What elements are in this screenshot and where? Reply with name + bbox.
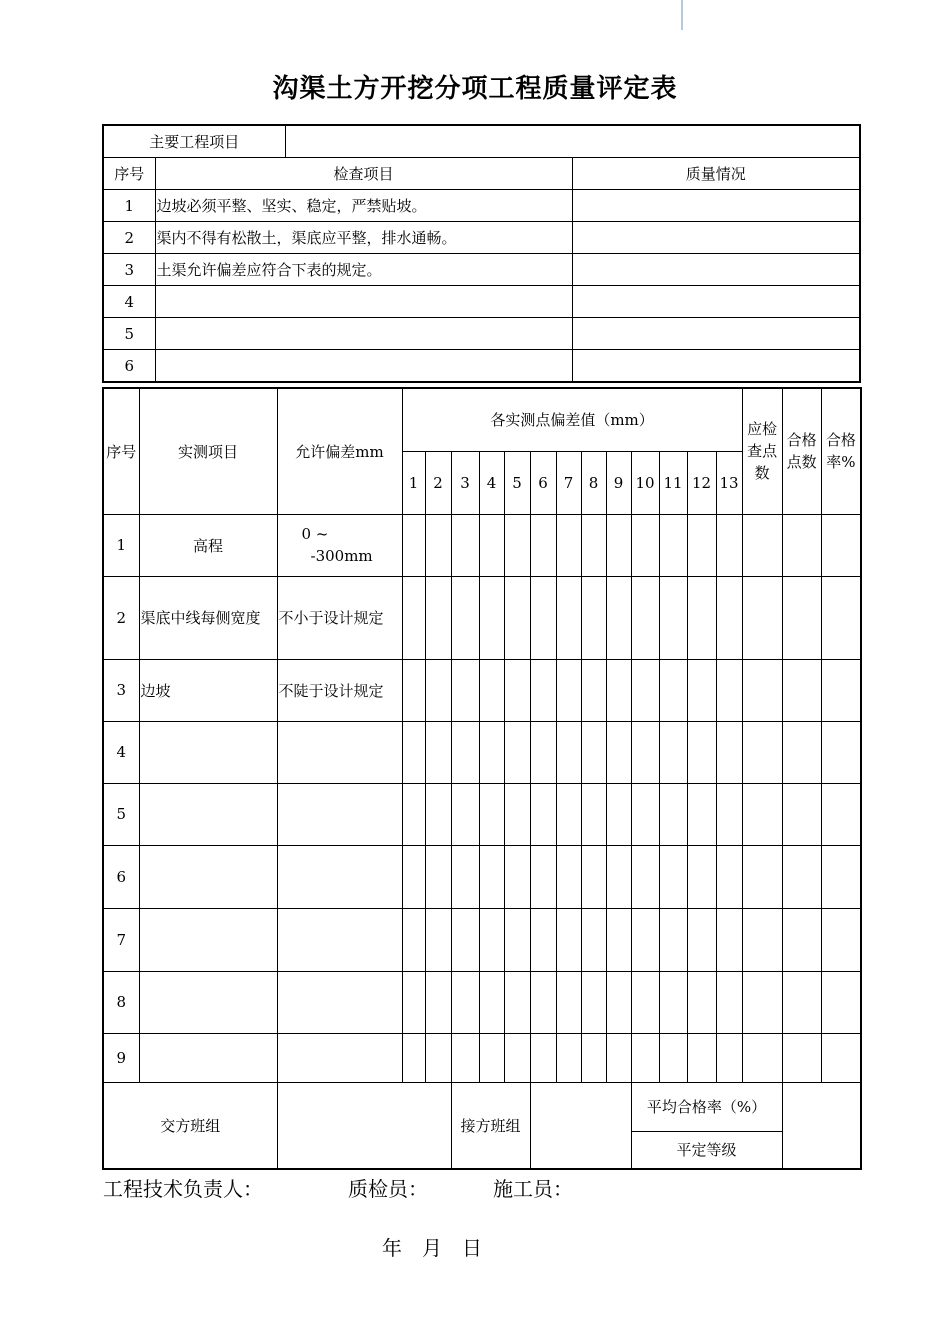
deviation-cell[interactable]	[425, 971, 451, 1033]
point-number: 13	[716, 451, 742, 514]
deviation-cell[interactable]	[581, 576, 606, 659]
deviation-cell[interactable]	[556, 908, 581, 971]
row-quality[interactable]	[572, 318, 860, 350]
row-measure-item[interactable]	[139, 908, 277, 971]
deviation-cell[interactable]	[687, 845, 716, 908]
row-seq: 2	[103, 576, 139, 659]
deviation-cell[interactable]	[659, 576, 687, 659]
row-seq: 3	[103, 254, 155, 286]
pass-points-cell[interactable]	[782, 908, 821, 971]
check-points-cell[interactable]	[742, 576, 782, 659]
deviation-cell[interactable]	[606, 971, 631, 1033]
point-number: 12	[687, 451, 716, 514]
row-seq: 7	[103, 908, 139, 971]
row-quality[interactable]	[572, 350, 860, 383]
point-number: 3	[451, 451, 479, 514]
pass-rate-cell[interactable]	[821, 971, 861, 1033]
pass-points-cell[interactable]	[782, 1033, 821, 1082]
row-tolerance	[277, 514, 402, 576]
header-quality: 质量情况	[572, 158, 860, 190]
deviation-cell[interactable]	[530, 845, 556, 908]
row-seq: 6	[103, 845, 139, 908]
row-seq: 5	[103, 783, 139, 845]
row-tolerance[interactable]	[277, 783, 402, 845]
check-points-cell[interactable]	[742, 908, 782, 971]
deviation-cell[interactable]	[504, 1033, 530, 1082]
pass-rate-cell[interactable]	[821, 783, 861, 845]
deviation-cell[interactable]	[451, 845, 479, 908]
avg-pass-rate-value[interactable]	[782, 1082, 861, 1169]
header-seq: 序号	[103, 158, 155, 190]
deviation-cell[interactable]	[659, 845, 687, 908]
deviation-cell[interactable]	[402, 721, 425, 783]
table-row	[103, 190, 860, 222]
pass-points-cell[interactable]	[782, 971, 821, 1033]
deviation-cell[interactable]	[402, 659, 425, 721]
row-seq: 8	[103, 971, 139, 1033]
table-row	[103, 254, 860, 286]
deviation-cell[interactable]	[556, 971, 581, 1033]
deviation-cell[interactable]	[659, 721, 687, 783]
check-points-cell[interactable]	[742, 783, 782, 845]
deviation-cell[interactable]	[556, 514, 581, 576]
row-tolerance[interactable]	[277, 1033, 402, 1082]
deviation-cell[interactable]	[687, 971, 716, 1033]
header-check-points: 应检查点数	[742, 388, 782, 514]
point-number: 4	[479, 451, 504, 514]
tolerance-line: 0 ~	[301, 525, 329, 543]
check-points-cell[interactable]	[742, 514, 782, 576]
deviation-cell[interactable]	[479, 659, 504, 721]
point-number: 5	[504, 451, 530, 514]
deviation-cell[interactable]	[530, 783, 556, 845]
main-project-label: 主要工程项目	[103, 125, 285, 158]
deviation-cell[interactable]	[581, 721, 606, 783]
tolerance-line: -300mm	[310, 547, 373, 565]
deviation-cell[interactable]	[425, 908, 451, 971]
signature-line	[103, 1173, 573, 1202]
deviation-cell[interactable]	[631, 576, 659, 659]
deviation-cell[interactable]	[451, 721, 479, 783]
table-row	[103, 350, 860, 383]
deviation-cell[interactable]	[581, 659, 606, 721]
deviation-cell[interactable]	[716, 514, 742, 576]
row-quality[interactable]	[572, 222, 860, 254]
deviation-cell[interactable]	[451, 908, 479, 971]
check-points-cell[interactable]	[742, 1033, 782, 1082]
deviation-cell[interactable]	[402, 845, 425, 908]
deviation-cell[interactable]	[504, 514, 530, 576]
deviation-cell[interactable]	[402, 971, 425, 1033]
deviation-cell[interactable]	[402, 783, 425, 845]
measurement-table	[102, 387, 862, 1170]
pass-points-cell[interactable]	[782, 721, 821, 783]
check-points-cell[interactable]	[742, 971, 782, 1033]
pass-rate-cell[interactable]	[821, 576, 861, 659]
deviation-cell[interactable]	[659, 971, 687, 1033]
deviation-cell[interactable]	[631, 659, 659, 721]
pass-rate-cell[interactable]	[821, 908, 861, 971]
deviation-cell[interactable]	[425, 576, 451, 659]
deviation-cell[interactable]	[716, 1033, 742, 1082]
row-seq: 4	[103, 721, 139, 783]
row-quality[interactable]	[572, 254, 860, 286]
deviation-cell[interactable]	[631, 1033, 659, 1082]
deviation-cell[interactable]	[504, 845, 530, 908]
pass-points-cell[interactable]	[782, 659, 821, 721]
deviation-cell[interactable]	[659, 783, 687, 845]
table-row	[103, 318, 860, 350]
deviation-cell[interactable]	[425, 845, 451, 908]
row-check-item: 边坡必须平整、坚实、稳定，严禁贴坡。	[155, 190, 572, 222]
deviation-cell[interactable]	[402, 1033, 425, 1082]
row-measure-item[interactable]	[139, 845, 277, 908]
deviation-cell[interactable]	[606, 845, 631, 908]
row-measure-item: 高程	[139, 514, 277, 576]
deviation-cell[interactable]	[402, 908, 425, 971]
deviation-cell[interactable]	[530, 514, 556, 576]
deviation-cell[interactable]	[530, 721, 556, 783]
row-check-item: 渠内不得有松散土，渠底应平整，排水通畅。	[155, 222, 572, 254]
table-row	[103, 845, 861, 908]
row-tolerance: 不陡于设计规定	[277, 659, 402, 721]
deviation-cell[interactable]	[581, 908, 606, 971]
deviation-cell[interactable]	[530, 908, 556, 971]
deviation-cell[interactable]	[556, 576, 581, 659]
deviation-cell[interactable]	[479, 1033, 504, 1082]
deviation-cell[interactable]	[402, 576, 425, 659]
deviation-cell[interactable]	[425, 514, 451, 576]
point-number: 10	[631, 451, 659, 514]
inspection-table	[102, 124, 861, 383]
point-number: 11	[659, 451, 687, 514]
header-tolerance: 允许偏差mm	[277, 388, 402, 514]
deviation-cell[interactable]	[606, 1033, 631, 1082]
deviation-cell[interactable]	[606, 659, 631, 721]
deviation-cell[interactable]	[530, 576, 556, 659]
deviation-cell[interactable]	[425, 1033, 451, 1082]
deviation-cell[interactable]	[479, 576, 504, 659]
deviation-cell[interactable]	[687, 514, 716, 576]
table-row	[103, 971, 861, 1033]
deviation-cell[interactable]	[659, 659, 687, 721]
deviation-cell[interactable]	[451, 514, 479, 576]
deviation-cell[interactable]	[556, 783, 581, 845]
row-measure-item[interactable]	[139, 1033, 277, 1082]
check-points-cell[interactable]	[742, 659, 782, 721]
deviation-cell[interactable]	[631, 908, 659, 971]
deviation-cell[interactable]	[504, 908, 530, 971]
row-seq: 1	[103, 514, 139, 576]
inspector-label: 质检员：	[348, 1177, 428, 1201]
deviation-cell[interactable]	[504, 971, 530, 1033]
deviation-cell[interactable]	[451, 971, 479, 1033]
row-measure-item[interactable]	[139, 783, 277, 845]
header-deviation: 各实测点偏差值（mm）	[402, 388, 742, 451]
deviation-cell[interactable]	[606, 783, 631, 845]
deviation-cell[interactable]	[687, 721, 716, 783]
table-row	[103, 222, 860, 254]
row-measure-item: 渠底中线每侧宽度	[139, 576, 277, 659]
header-check-item: 检查项目	[155, 158, 572, 190]
deviation-cell[interactable]	[581, 1033, 606, 1082]
deviation-cell[interactable]	[479, 514, 504, 576]
check-points-cell[interactable]	[742, 721, 782, 783]
deviation-cell[interactable]	[479, 721, 504, 783]
row-tolerance[interactable]	[277, 721, 402, 783]
deviation-cell[interactable]	[631, 783, 659, 845]
deviation-cell[interactable]	[451, 1033, 479, 1082]
deviation-cell[interactable]	[659, 908, 687, 971]
pass-points-cell[interactable]	[782, 514, 821, 576]
row-seq: 5	[103, 318, 155, 350]
handover-team-value[interactable]	[277, 1082, 451, 1169]
grade-label: 平定等级	[631, 1131, 782, 1169]
row-check-item[interactable]	[155, 318, 572, 350]
deviation-cell[interactable]	[716, 721, 742, 783]
deviation-cell[interactable]	[530, 659, 556, 721]
deviation-cell[interactable]	[606, 514, 631, 576]
deviation-cell[interactable]	[716, 576, 742, 659]
deviation-cell[interactable]	[556, 845, 581, 908]
deviation-cell[interactable]	[687, 783, 716, 845]
deviation-cell[interactable]	[687, 659, 716, 721]
row-seq: 4	[103, 286, 155, 318]
deviation-cell[interactable]	[556, 1033, 581, 1082]
deviation-cell[interactable]	[581, 845, 606, 908]
point-number: 7	[556, 451, 581, 514]
row-measure-item[interactable]	[139, 721, 277, 783]
inspection-header-row	[103, 158, 860, 190]
row-seq: 6	[103, 350, 155, 383]
point-number: 6	[530, 451, 556, 514]
pass-rate-cell[interactable]	[821, 514, 861, 576]
page-title: 沟渠土方开挖分项工程质量评定表	[272, 74, 678, 104]
deviation-cell[interactable]	[425, 659, 451, 721]
table-row	[103, 576, 861, 659]
pass-rate-cell[interactable]	[821, 659, 861, 721]
row-tolerance[interactable]	[277, 971, 402, 1033]
deviation-cell[interactable]	[581, 514, 606, 576]
deviation-cell[interactable]	[631, 514, 659, 576]
header-measure-item: 实测项目	[139, 388, 277, 514]
pass-points-cell[interactable]	[782, 845, 821, 908]
table-row	[103, 514, 861, 576]
table-row	[103, 286, 860, 318]
deviation-cell[interactable]	[631, 845, 659, 908]
deviation-cell[interactable]	[716, 659, 742, 721]
point-number: 8	[581, 451, 606, 514]
deviation-cell[interactable]	[504, 576, 530, 659]
main-project-row	[103, 125, 860, 158]
row-seq: 1	[103, 190, 155, 222]
receiving-team-value[interactable]	[530, 1082, 631, 1169]
deviation-cell[interactable]	[606, 908, 631, 971]
deviation-cell[interactable]	[556, 659, 581, 721]
deviation-cell[interactable]	[504, 721, 530, 783]
pass-rate-cell[interactable]	[821, 1033, 861, 1082]
deviation-cell[interactable]	[687, 576, 716, 659]
deviation-cell[interactable]	[479, 783, 504, 845]
deviation-cell[interactable]	[479, 845, 504, 908]
avg-pass-rate-label: 平均合格率（%）	[631, 1082, 782, 1131]
deviation-cell[interactable]	[530, 1033, 556, 1082]
row-tolerance[interactable]	[277, 908, 402, 971]
table-row	[103, 659, 861, 721]
tech-lead-label: 工程技术负责人：	[103, 1177, 263, 1201]
table-row	[103, 783, 861, 845]
deviation-cell[interactable]	[606, 721, 631, 783]
receiving-team-label: 接方班组	[451, 1082, 530, 1169]
date-line: 年 月 日	[382, 1236, 482, 1260]
deviation-cell[interactable]	[479, 971, 504, 1033]
main-project-value[interactable]	[285, 125, 860, 158]
header-seq: 序号	[103, 388, 139, 514]
pass-points-cell[interactable]	[782, 576, 821, 659]
row-quality[interactable]	[572, 190, 860, 222]
point-number: 2	[425, 451, 451, 514]
deviation-cell[interactable]	[504, 783, 530, 845]
row-tolerance[interactable]	[277, 845, 402, 908]
row-measure-item: 边坡	[139, 659, 277, 721]
row-check-item: 土渠允许偏差应符合下表的规定。	[155, 254, 572, 286]
pass-rate-cell[interactable]	[821, 845, 861, 908]
footer-row-1	[103, 1082, 861, 1131]
deviation-cell[interactable]	[425, 721, 451, 783]
deviation-cell[interactable]	[581, 971, 606, 1033]
pass-points-cell[interactable]	[782, 783, 821, 845]
deviation-cell[interactable]	[659, 1033, 687, 1082]
deviation-cell[interactable]	[687, 1033, 716, 1082]
corner-mark	[681, 0, 683, 30]
row-check-item[interactable]	[155, 350, 572, 383]
row-quality[interactable]	[572, 286, 860, 318]
check-points-cell[interactable]	[742, 845, 782, 908]
header-pass-points: 合格点数	[782, 388, 821, 514]
deviation-cell[interactable]	[716, 845, 742, 908]
deviation-cell[interactable]	[530, 971, 556, 1033]
deviation-cell[interactable]	[659, 514, 687, 576]
row-seq: 2	[103, 222, 155, 254]
deviation-cell[interactable]	[402, 514, 425, 576]
constructor-label: 施工员：	[493, 1177, 573, 1201]
handover-team-label: 交方班组	[103, 1082, 277, 1169]
deviation-cell[interactable]	[581, 783, 606, 845]
deviation-cell[interactable]	[425, 783, 451, 845]
deviation-cell[interactable]	[716, 908, 742, 971]
header-pass-rate: 合格率%	[821, 388, 861, 514]
row-measure-item[interactable]	[139, 971, 277, 1033]
pass-rate-cell[interactable]	[821, 721, 861, 783]
row-check-item[interactable]	[155, 286, 572, 318]
point-number: 9	[606, 451, 631, 514]
deviation-cell[interactable]	[606, 576, 631, 659]
row-seq: 9	[103, 1033, 139, 1082]
table-row	[103, 1033, 861, 1082]
deviation-cell[interactable]	[479, 908, 504, 971]
point-number: 1	[402, 451, 425, 514]
deviation-cell[interactable]	[631, 971, 659, 1033]
deviation-cell[interactable]	[451, 576, 479, 659]
deviation-cell[interactable]	[716, 783, 742, 845]
row-tolerance: 不小于设计规定	[277, 576, 402, 659]
deviation-cell[interactable]	[631, 721, 659, 783]
deviation-cell[interactable]	[687, 908, 716, 971]
table-row	[103, 721, 861, 783]
measure-header-row	[103, 388, 861, 451]
deviation-cell[interactable]	[451, 659, 479, 721]
row-seq: 3	[103, 659, 139, 721]
deviation-cell[interactable]	[556, 721, 581, 783]
deviation-cell[interactable]	[504, 659, 530, 721]
table-row	[103, 908, 861, 971]
deviation-cell[interactable]	[451, 783, 479, 845]
deviation-cell[interactable]	[716, 971, 742, 1033]
